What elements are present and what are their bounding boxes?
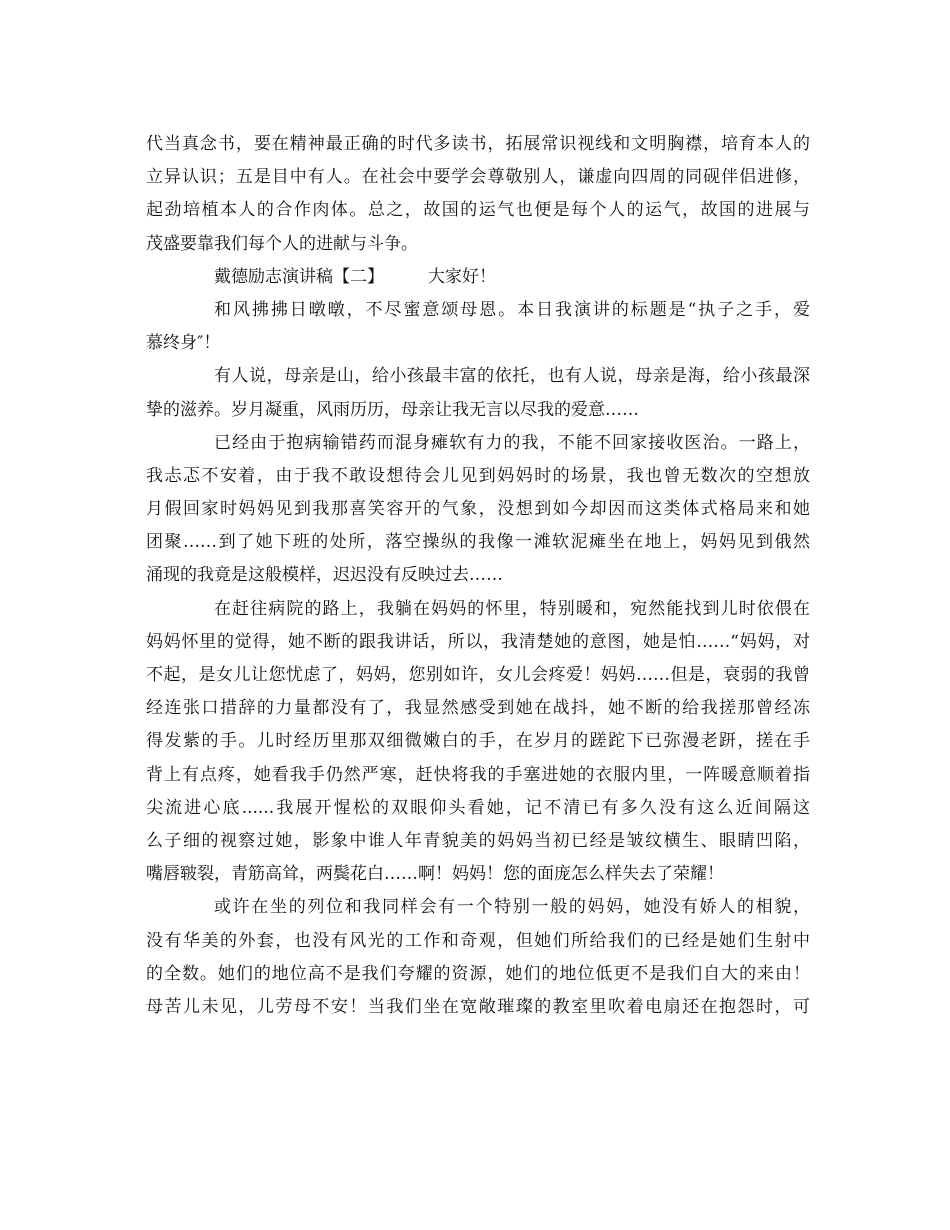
text-line: 或许在坐的列位和我同样会有一个特别一般的妈妈，她没有娇人的相貌， (214, 897, 810, 918)
paragraph-3 (146, 360, 810, 426)
text-line: 嘴唇皲裂，青筋高耸，两鬓花白……啊！妈妈！您的面庞怎么样失去了荣耀！ (146, 864, 724, 885)
text-line: 背上有点疼，她看我手仍然严寒，赶快将我的手塞进她的衣服内里，一阵暖意顺着指 (146, 764, 810, 785)
text-line: 团聚……到了她下班的处所，落空操纵的我像一滩软泥瘫坐在地上，妈妈见到俄然 (146, 532, 810, 553)
text-line: 在赶往病院的路上，我躺在妈妈的怀里，特别暖和，宛然能找到儿时依偎在 (214, 598, 810, 619)
text-line: 么子细的视察过她，影象中谁人年青貌美的妈妈当初已经是皱纹横生、眼睛凹陷， (146, 830, 810, 851)
text-line: 挚的滋养。岁月凝重，风雨历历，母亲让我无言以尽我的爱意…… (146, 399, 639, 420)
text-line: 和风拂拂日暾暾，不尽蜜意颂母恩。本日我演讲的标题是“执子之手，爱 (214, 299, 810, 320)
paragraph-1 (146, 128, 810, 261)
text-line: 慕终身″！ (146, 333, 221, 354)
text-line: 有人说，母亲是山，给小孩最丰富的依托，也有人说，母亲是海，给小孩最深 (214, 366, 810, 387)
paragraph-5 (146, 593, 810, 892)
text-line: 的全数。她们的地位高不是我们夸耀的资源，她们的地位低更不是我们自大的来由！ (146, 963, 810, 984)
text-line: 妈妈怀里的觉得，她不断的跟我讲话，所以，我清楚她的意图，她是怕……“妈妈，对 (146, 631, 810, 652)
text-line: 得发紫的手。儿时经历里那双细微嫩白的手，在岁月的蹉跎下已弥漫老趼，搓在手 (146, 731, 810, 752)
speech-title: 戴德励志演讲稿【二】 (214, 266, 384, 287)
text-line: 代当真念书，要在精神最正确的时代多读书，拓展常识视线和文明胸襟，培育本人的 (146, 134, 810, 154)
paragraph-2 (146, 294, 810, 360)
greeting: 大家好！ (428, 266, 496, 287)
text-line: 立异认识；五是目中有人。在社会中要学会尊敬别人，谦虚向四周的同砚伴侣进修， (146, 167, 810, 188)
text-line: 不起，是女儿让您忧虑了，妈妈，您别如许，女儿会疼爱！妈妈……但是，衰弱的我曾 (146, 665, 810, 685)
text-line: 已经由于抱病输错药而混身瘫软有力的我，不能不回家接收医治。一路上， (214, 432, 810, 453)
text-line: 经连张口措辞的力量都没有了，我显然感受到她在战抖，她不断的给我搓那曾经冻 (146, 698, 810, 719)
section-heading (146, 261, 810, 294)
text-line: 没有华美的外套，也没有风光的工作和奇观，但她们所给我们的已经是她们生射中 (146, 930, 810, 951)
text-line: 母苦儿未见，儿劳母不安！当我们坐在宽敞璀璨的教室里吹着电扇还在抱怨时，可 (146, 996, 810, 1017)
paragraph-6 (146, 891, 810, 1024)
text-line: 我忐忑不安着，由于我不敢设想待会儿见到妈妈时的场景，我也曾无数次的空想放 (146, 465, 810, 486)
text-line: 月假回家时妈妈见到我那喜笑容开的气象，没想到如今却因而这类体式格局来和她 (146, 499, 810, 520)
document-body (146, 128, 810, 1024)
paragraph-4 (146, 427, 810, 593)
text-line: 茂盛要靠我们每个人的进献与斗争。 (146, 233, 418, 254)
text-line: 涌现的我竟是这般模样，迟迟没有反映过去…… (146, 565, 503, 586)
text-line: 尖流进心底......我展开惺松的双眼仰头看她，记不清已有多久没有这么近间隔这 (146, 797, 810, 818)
text-line: 起劲培植本人的合作肉体。总之，故国的运气也便是每个人的运气，故国的进展与 (146, 200, 810, 221)
